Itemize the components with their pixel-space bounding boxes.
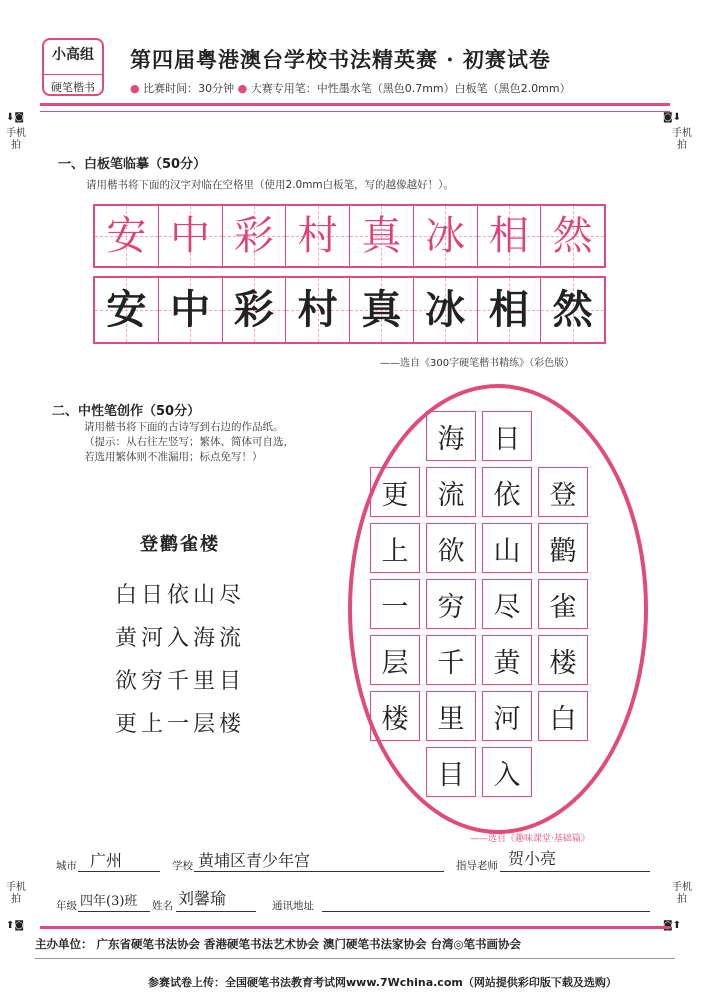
grade-label: 年级 [56, 900, 77, 912]
group-sublabel: 硬笔楷书 [44, 74, 102, 95]
artwork-cell: 里 [426, 691, 476, 741]
upload-note: 参赛试卷上传：全国硬笔书法教育考试网www.7Wchina.com（网站提供彩印版下载及选购） [148, 976, 617, 989]
header-rule [40, 103, 670, 106]
artwork-cell: 黄 [482, 635, 532, 685]
model-character: 彩 [233, 213, 274, 259]
camera-icon: ◙ [14, 920, 25, 931]
copied-character: 冰 [425, 287, 466, 333]
grid-cell [350, 206, 414, 266]
organizers: 主办单位： 广东省硬笔书法协会 香港硬笔书法艺术协会 澳门硬笔书法家协会 台湾◎笔书画协会 [35, 937, 522, 951]
artwork-cell: 登 [538, 467, 588, 517]
artwork-cell: 上 [370, 523, 420, 573]
artwork-source-note: ——选自《趣味课堂·基础篇》 [470, 834, 590, 844]
artwork-cell: 鹳 [538, 523, 588, 573]
side-label-bottom-right: 手机拍 [672, 882, 692, 905]
instruction-line: 若选用繁体则不准漏用；标点免写！） [84, 451, 263, 463]
artwork-cell: 雀 [538, 579, 588, 629]
model-character-row [93, 204, 606, 268]
artwork-cell: 山 [482, 523, 532, 573]
copied-character: 安 [106, 287, 147, 333]
group-label: 小高组 [52, 47, 94, 63]
copied-character: 村 [297, 287, 338, 333]
model-character: 然 [552, 213, 593, 259]
arrow-down-icon: ⬇ [6, 112, 15, 123]
grid-cell [95, 278, 159, 342]
grid-cell [541, 278, 604, 342]
artwork-cell: 穷 [426, 579, 476, 629]
grid-cell [223, 206, 287, 266]
name-underline [176, 911, 256, 912]
grid-cell [350, 278, 414, 342]
artwork-cell: 千 [426, 635, 476, 685]
section2-instructions [84, 420, 294, 465]
artwork-cell: 河 [482, 691, 532, 741]
model-character: 相 [488, 213, 529, 259]
bullet-icon: ● [237, 82, 248, 95]
page-title: 第四届粤港澳台学校书法精英赛 · 初赛试卷 [130, 47, 551, 72]
footer-rule [40, 926, 670, 929]
copied-character: 中 [170, 287, 211, 333]
school-underline [194, 871, 444, 872]
address-field[interactable] [322, 911, 650, 912]
city-underline [78, 871, 160, 872]
arrow-up-icon: ⬆ [6, 920, 15, 931]
copied-character: 彩 [233, 287, 274, 333]
artwork-cell: 目 [426, 747, 476, 797]
grid-cell [478, 278, 542, 342]
grid-cell [286, 278, 350, 342]
city-label: 城市 [56, 860, 77, 872]
camera-mark-bottom-left [6, 920, 24, 931]
header-rule-thin [40, 111, 670, 112]
artwork-cell: 流 [426, 467, 476, 517]
artwork-cell: 楼 [370, 691, 420, 741]
grid-cell [541, 206, 604, 266]
artwork-cell: 更 [370, 467, 420, 517]
copied-character: 相 [488, 287, 529, 333]
instruction-line: （提示：从右往左竖写；繁体、简体可自选， [84, 436, 294, 448]
exam-time: 比赛时间：30分钟 [143, 82, 235, 95]
grid-cell [159, 278, 223, 342]
bullet-icon: ● [130, 82, 140, 95]
camera-mark-top-right [663, 112, 681, 123]
grid-cell [159, 206, 223, 266]
section2-title: 二、中性笔创作（50分） [52, 404, 201, 419]
section1-instruction: 请用楷书将下面的汉字对临在空格里（使用2.0mm白板笔，写的越像越好！）。 [86, 179, 454, 191]
grid-cell [95, 206, 159, 266]
artwork-cell: 依 [482, 467, 532, 517]
school-label: 学校 [172, 860, 193, 872]
copy-character-row [93, 276, 606, 344]
teacher-label: 指导老师 [456, 860, 498, 872]
artwork-cell: 一 [370, 579, 420, 629]
city-field[interactable]: 广州 [90, 851, 123, 870]
artwork-cell: 层 [370, 635, 420, 685]
school-field[interactable]: 黄埔区青少年宫 [198, 851, 311, 870]
poem-line: 欲穷千里目 [114, 669, 245, 694]
instruction-line: 请用楷书将下面的古诗写到右边的作品纸。 [84, 421, 284, 433]
model-character: 中 [170, 213, 211, 259]
grade-field[interactable]: 四年(3)班 [80, 894, 138, 909]
footer-divider [35, 958, 675, 959]
artwork-cell: 入 [482, 747, 532, 797]
model-character: 真 [361, 213, 402, 259]
camera-icon: ◙ [14, 112, 25, 123]
exam-info [130, 80, 571, 96]
artwork-cell: 白 [538, 691, 588, 741]
copied-character: 真 [361, 287, 402, 333]
model-character: 冰 [425, 213, 466, 259]
side-label-top-left: 手机拍 [6, 128, 26, 151]
poem-title: 登鹳雀楼 [140, 534, 220, 555]
group-badge [42, 38, 104, 96]
name-field[interactable]: 刘馨瑜 [178, 889, 227, 908]
model-character: 村 [297, 213, 338, 259]
poem [85, 530, 275, 746]
teacher-field[interactable]: 贺小亮 [508, 849, 557, 868]
grade-underline [78, 911, 150, 912]
poem-line: 更上一层楼 [114, 712, 245, 737]
artwork-cell: 欲 [426, 523, 476, 573]
artwork-cell: 日 [482, 411, 532, 461]
camera-icon: ◙ [663, 112, 673, 123]
grid-cell [414, 206, 478, 266]
teacher-underline [500, 871, 650, 872]
side-label-top-right: 手机拍 [672, 128, 692, 151]
side-label-bottom-left: 手机拍 [6, 882, 26, 905]
grid-cell [414, 278, 478, 342]
model-character: 安 [106, 213, 147, 259]
grid-source-note: ——选自《300字硬笔楷书精练》（彩色版） [380, 358, 575, 369]
copied-character: 然 [552, 287, 593, 333]
grid-cell [223, 278, 287, 342]
artwork-cell: 楼 [538, 635, 588, 685]
arrow-up-icon: ⬆ [672, 920, 682, 931]
exam-pens: 大赛专用笔：中性墨水笔（黑色0.7mm）白板笔（黑色2.0mm） [250, 82, 571, 95]
address-label: 通讯地址 [272, 900, 314, 912]
grid-cell [478, 206, 542, 266]
camera-mark-top-left [6, 112, 24, 123]
poem-line: 黄河入海流 [114, 626, 245, 651]
section1-title: 一、白板笔临摹（50分） [58, 157, 207, 172]
poem-line: 白日依山尽 [114, 583, 245, 608]
grid-cell [286, 206, 350, 266]
name-label: 姓名 [152, 900, 173, 912]
artwork-cell: 海 [426, 411, 476, 461]
artwork-cell: 尽 [482, 579, 532, 629]
camera-icon: ◙ [663, 920, 673, 931]
arrow-down-icon: ⬇ [672, 112, 682, 123]
